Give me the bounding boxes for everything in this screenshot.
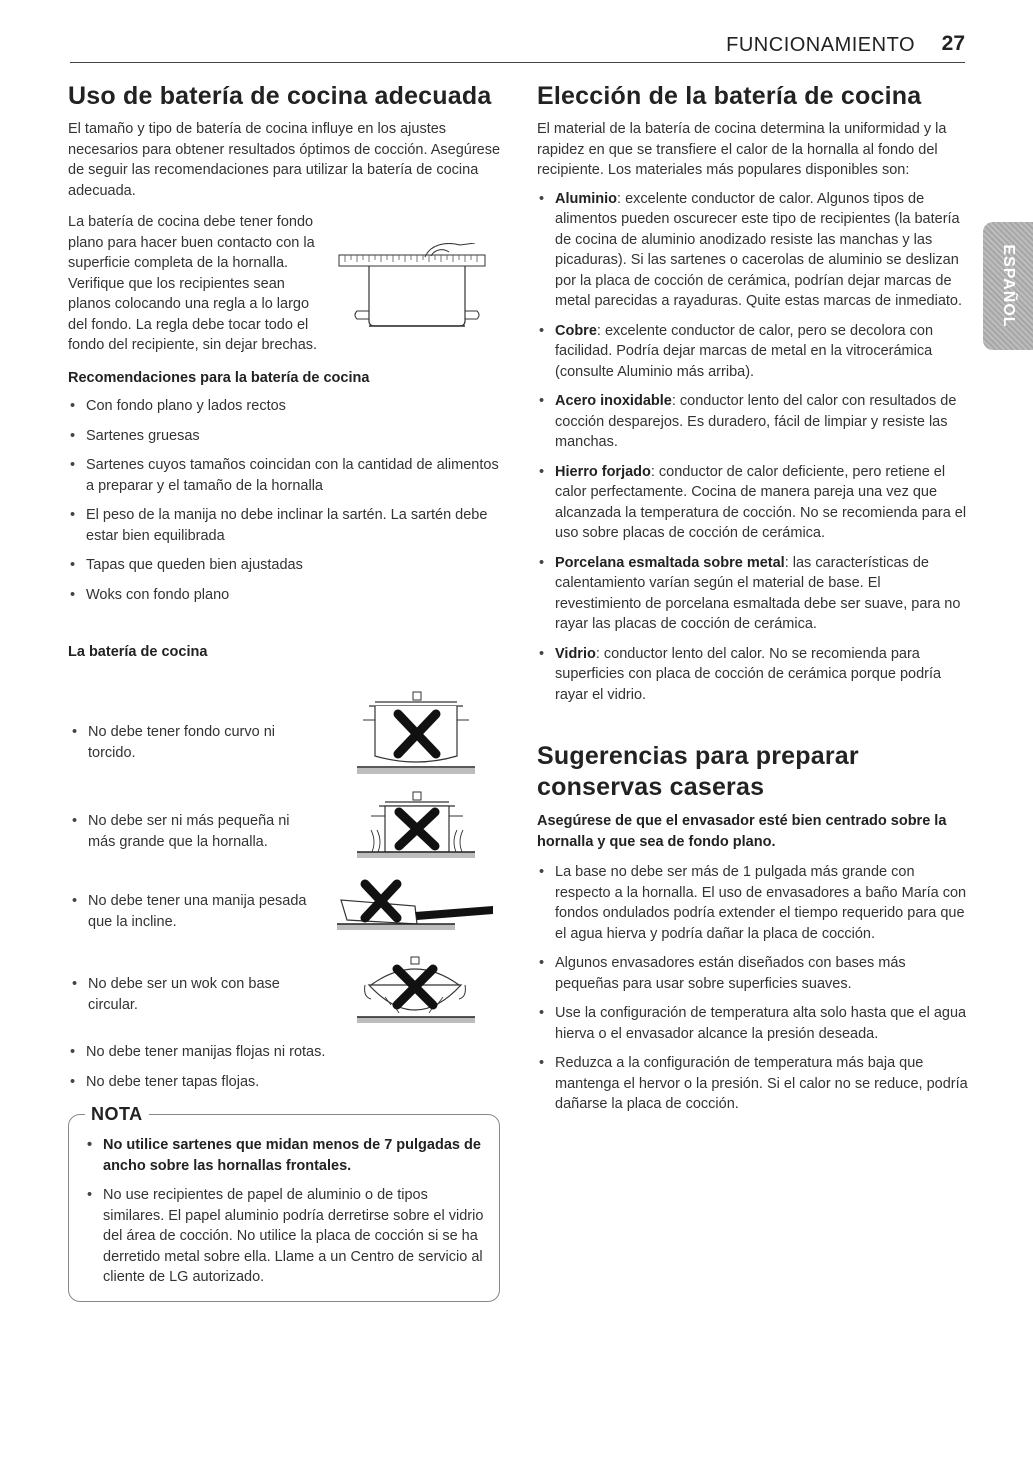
material-desc: : conductor lento del calor con resultados de cocción desparejos. Es duradero, fácil de limpiar y resiste las manchas. — [555, 393, 957, 450]
list-item: • Sartenes cuyos tamaños coincidan con la cantidad de alimentos a preparar y el tamaño de la hornalla — [68, 455, 503, 496]
extra-items-list — [68, 1042, 498, 1092]
language-tab-label: ESPAÑOL — [1000, 244, 1017, 328]
material-desc: : conductor lento del calor. No se recomienda para superficies con placa de cocción de cerámica porque podría rayar el vidrio. — [555, 645, 942, 703]
material-item-acero — [537, 391, 969, 453]
flat-bottom-paragraph: La batería de cocina debe tener fondo plano para hacer buen contacto con la superficie completa de la hornalla. Verifique que los recipientes sean planos colocando una regla a lo largo del fondo. La regla debe tocar todo el fondo del recipiente, sin dejar brechas. — [68, 214, 318, 353]
list-item: • No debe tener tapas flojas. — [68, 1072, 498, 1093]
material-item-porcelana — [537, 553, 969, 635]
left-column — [68, 80, 503, 663]
material-desc: : excelente conductor de calor, pero se decolora con facilidad. Podría dejar marcas de metal en la vitrocerámica (consulte Aluminio más arriba). — [555, 322, 934, 380]
bad-item-3 — [70, 891, 330, 932]
right-column — [537, 80, 969, 1115]
material-name: Vidrio — [555, 645, 596, 662]
list-item: • Woks con fondo plano — [68, 585, 503, 606]
material-desc: : conductor de calor deficiente, pero retiene el calor perfectamente. Cocina de manera pareja una vez que alcanzada la temperatura de cocción. No se recomienda para el uso sobre placas de cocción de cerámica. — [555, 463, 967, 541]
material-desc: : las características de calentamiento varían según el material de base. El revestimiento de porcelana esmaltada debe ser suave, para no rayar las placas de cocción de cerámica. — [555, 554, 961, 632]
section-title: FUNCIONAMIENTO — [726, 34, 915, 56]
list-item: • La base no debe ser más de 1 pulgada más grande con respecto a la hornalla. El uso de envasadores a baño María con fondos ondulados podría extender el tiempo requerido para que el agua hierva y podría dañar la placa de cocción. — [537, 862, 969, 944]
bad-item-4 — [70, 974, 315, 1015]
list-item: • No debe tener fondo curvo ni torcido. — [70, 722, 315, 763]
list-item: • Sartenes gruesas — [68, 426, 503, 447]
material-name: Hierro forjado — [555, 463, 651, 480]
bad-item-2 — [70, 811, 315, 852]
right-section-title: Elección de la batería de cocina — [537, 82, 922, 110]
note-box — [68, 1104, 500, 1302]
left-section-title: Uso de batería de cocina adecuada — [68, 82, 492, 110]
page-number: 27 — [941, 32, 965, 55]
list-item: • Tapas que queden bien ajustadas — [68, 555, 503, 576]
page-header — [70, 30, 965, 63]
cookware-heading: La batería de cocina — [68, 644, 208, 660]
material-item-cobre — [537, 321, 969, 383]
list-item: • El peso de la manija no debe inclinar la sartén. La sartén debe estar bien equilibrada — [68, 505, 503, 546]
material-name: Porcelana esmaltada sobre metal — [555, 554, 785, 571]
list-item: • Algunos envasadores están diseñados con bases más pequeñas para usar sobre superficies suaves. — [537, 953, 969, 994]
list-item: • Con fondo plano y lados rectos — [68, 396, 503, 417]
list-item: • Reduzca a la configuración de temperatura más baja que mantenga el hervor o la presión. Si el calor no se reduce, podría dañarse la placa de cocción. — [537, 1053, 969, 1115]
note-item: • No use recipientes de papel de aluminio o de tipos similares. El papel aluminio podría derretirse sobre el vidrio del área de cocción. No utilice la placa de cocción si se ha derretido metal sobre ella. Llame a un Centro de servicio al cliente de LG autorizado. — [85, 1185, 485, 1288]
canning-list — [537, 862, 969, 1115]
material-name: Aluminio — [555, 190, 618, 207]
wrong-size-pot-illustration — [355, 790, 475, 860]
curved-bottom-pot-illustration — [355, 690, 475, 778]
material-desc: : excelente conductor de calor. Algunos tipos de alimentos pueden oscurecer este tipo de recipientes (la batería de cocina de aluminio anodizado resiste las manchas y las picaduras). Si las sartenes o cacerolas de aluminio se deslizan por la placa de cocción de cerámica, podrían dejar marcas de metal parecidas a rayaduras. Quite estas marcas de inmediato. — [555, 190, 963, 309]
list-item: • No debe tener manijas flojas ni rotas. — [68, 1042, 498, 1063]
left-intro-paragraph: El tamaño y tipo de batería de cocina influye en los ajustes necesarios para obtener resultados óptimos de cocción. Asegúrese de seguir las recomendaciones para utilizar la batería de cocina adecuada. — [68, 121, 501, 199]
note-title: NOTA — [85, 1104, 149, 1125]
recommendations-heading: Recomendaciones para la batería de cocina — [68, 369, 370, 386]
material-name: Acero inoxidable — [555, 393, 672, 409]
language-side-tab — [983, 222, 1033, 350]
materials-list — [537, 189, 969, 706]
note-bold-item: • No utilice sartenes que midan menos de 7 pulgadas de ancho sobre las hornallas frontales. — [85, 1135, 485, 1176]
list-item: • No debe ser un wok con base circular. — [70, 974, 315, 1015]
canning-heading: Asegúrese de que el envasador esté bien centrado sobre la hornalla y que sea de fondo plano. — [537, 813, 947, 850]
material-item-hierro — [537, 462, 969, 544]
heavy-handle-pan-illustration — [335, 878, 495, 938]
list-item: • No debe tener una manija pesada que la incline. — [70, 891, 330, 932]
canning-section-title: Sugerencias para preparar conservas caseras — [537, 742, 859, 801]
material-name: Cobre — [555, 322, 597, 339]
material-item-vidrio — [537, 644, 969, 706]
recommendations-list — [68, 396, 503, 605]
flat-bottom-pot-illustration — [335, 243, 490, 333]
material-item-aluminio — [537, 189, 969, 312]
bad-item-1 — [70, 722, 315, 763]
round-bottom-wok-illustration — [355, 955, 475, 1027]
note-list — [85, 1135, 485, 1288]
list-item: • No debe ser ni más pequeña ni más grande que la hornalla. — [70, 811, 315, 852]
right-intro-paragraph: El material de la batería de cocina determina la uniformidad y la rapidez en que se transfiere el calor de la hornalla al fondo del recipiente. Los materiales más populares disponibles son: — [537, 121, 947, 178]
list-item: • Use la configuración de temperatura alta solo hasta que el agua hierva o el envasador alcance la presión deseada. — [537, 1003, 969, 1044]
